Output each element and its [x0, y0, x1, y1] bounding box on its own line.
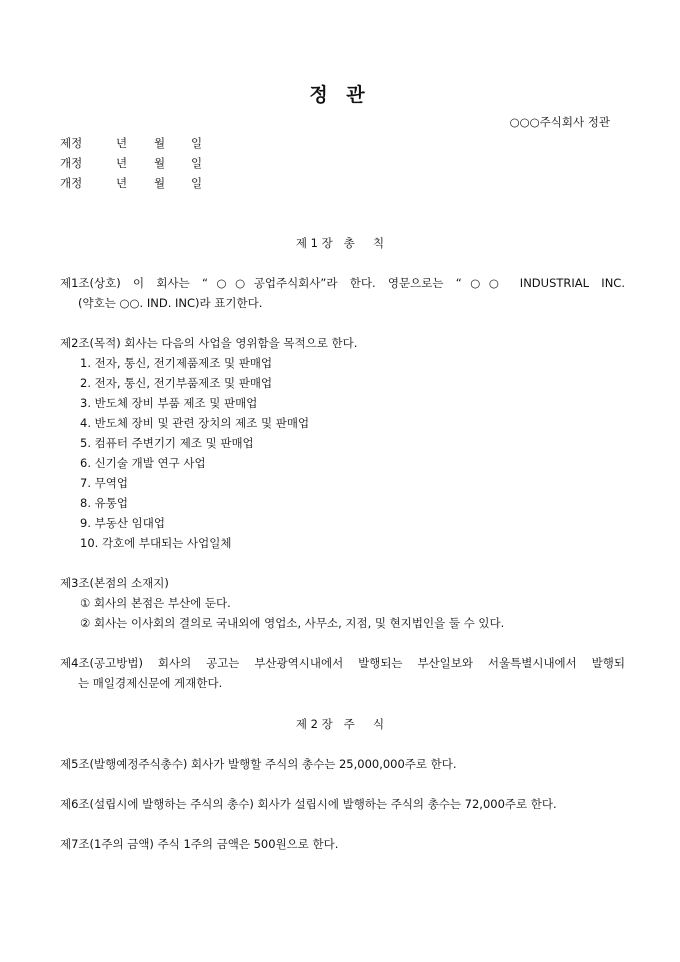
- list-item: 2. 전자, 통신, 전기부품제조 및 판매업: [80, 376, 273, 390]
- clause-item: ① 회사의 본점은 부산에 둔다.: [80, 596, 231, 610]
- article-1: [60, 273, 625, 313]
- clause-item: ② 회사는 이사회의 결의로 국내외에 영업소, 사무소, 지점, 및 현지법인을 둘 수 있다.: [80, 616, 505, 630]
- date-label: 개정: [60, 176, 83, 190]
- list-item: 6. 신기술 개발 연구 사업: [80, 456, 206, 470]
- date-label: 제정: [60, 136, 83, 150]
- date-day: 일: [191, 136, 203, 150]
- article-7-text: 제7조(1주의 금액) 주식 1주의 금액은 500원으로 한다.: [60, 837, 339, 851]
- article-6-text: 제6조(설립시에 발행하는 주식의 총수) 회사가 설립시에 발행하는 주식의 총수는 72,000주로 한다.: [60, 797, 557, 811]
- date-year: 년: [116, 156, 128, 170]
- article-3: [60, 573, 625, 633]
- date-row: [60, 133, 202, 153]
- list-item: 4. 반도체 장비 및 관련 장치의 제조 및 판매업: [80, 416, 310, 430]
- purpose-list: [60, 353, 625, 553]
- article-4: [60, 653, 625, 693]
- list-item: 1. 전자, 통신, 전기제품제조 및 판매업: [80, 356, 273, 370]
- date-month: 월: [154, 176, 166, 190]
- article-5-text: 제5조(발행예정주식총수) 회사가 발행할 주식의 총수는 25,000,000주로 한다.: [60, 757, 457, 771]
- article-3-heading: 제3조(본점의 소재지): [60, 576, 169, 590]
- date-row: [60, 173, 202, 193]
- article-5: [60, 754, 625, 774]
- list-item: 9. 부동산 임대업: [80, 516, 165, 530]
- article-4-line-1: 제4조(공고방법) 회사의 공고는 부산광역시내에서 발행되는 부산일보와 서울특별시내에서 발행되: [60, 656, 625, 670]
- date-year: 년: [116, 136, 128, 150]
- list-item: 5. 컴퓨터 주변기기 제조 및 판매업: [80, 436, 254, 450]
- list-item: 7. 무역업: [80, 476, 128, 490]
- document-subtitle: ○○○주식회사 정관: [509, 115, 610, 129]
- list-item: 10. 각호에 부대되는 사업일체: [80, 536, 232, 550]
- article-1-line-1: 제1조(상호) 이 회사는 “○○공업주식회사”라 한다. 영문으로는 “○○ INDUSTRIAL INC.: [60, 276, 625, 290]
- date-year: 년: [116, 176, 128, 190]
- revision-dates: [60, 133, 202, 193]
- date-month: 월: [154, 156, 166, 170]
- location-clauses: [60, 593, 625, 633]
- document-title: 정 관: [309, 84, 371, 106]
- date-row: [60, 153, 202, 173]
- list-item: 8. 유통업: [80, 496, 128, 510]
- chapter-1-heading: 제 1 장 총 칙: [295, 236, 385, 250]
- list-item: 3. 반도체 장비 부품 제조 및 판매업: [80, 396, 258, 410]
- date-month: 월: [154, 136, 166, 150]
- article-2-heading: 제2조(목적) 회사는 다음의 사업을 영위함을 목적으로 한다.: [60, 336, 358, 350]
- article-1-line-2: (약호는 ○○. IND. INC)라 표기한다.: [78, 296, 263, 310]
- article-7: [60, 834, 625, 854]
- article-2: [60, 333, 625, 553]
- date-day: 일: [191, 156, 203, 170]
- article-4-line-2: 는 매일경제신문에 게재한다.: [78, 676, 223, 690]
- date-label: 개정: [60, 156, 83, 170]
- article-6: [60, 794, 625, 814]
- date-day: 일: [191, 176, 203, 190]
- chapter-2-heading: 제 2 장 주 식: [295, 717, 385, 731]
